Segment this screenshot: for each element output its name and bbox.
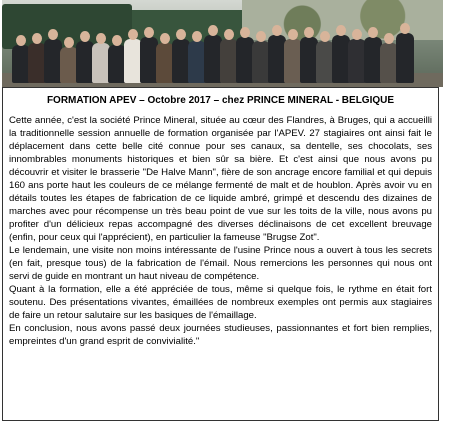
article-paragraph: Cette année, c'est la société Prince Mineral, située au cœur des Flandres, à Bruges, qui a accueilli la traditionnelle session annuelle de formation organisée par l'APEV. 27 stagiaires ont ainsi fait le déplacement dans cette belle cité connue pour ses canaux, sa dentelle, ses chocolats, ses innombrables monuments historiques et bien sûr sa bière. Et c'est ainsi que nous avons pu découvrir et visiter le brasserie "De Halve Mann", fière de son ancrage encore familial et qui depuis 160 ans porte haut les couleurs de ce mélange fermenté de malt et de houblon. Après avoir vu en détails toutes les étapes de fabrication de ce liquide ambré, grimpé et descendu des dizaines de marches avec pour récompense un très beau point de vue sur les toits de la ville, nous avons pu profiter d'un délicieux repas accompagné des diverses déclinaisons de cet excellent breuvage (enfin, pour ceux qui l'apprécient), en particulier la fameuse "Brugse Zot". (9, 115, 432, 243)
article-title: FORMATION APEV – Octobre 2017 – chez PRINCE MINERAL - BELGIQUE (46, 95, 395, 106)
group-photo (2, 0, 443, 87)
photo-person (396, 33, 414, 83)
article-paragraph: Le lendemain, une visite non moins intéressante de l'usine Prince nous a ouvert à tous les secrets (en fait, presque tous) de la fabrication de l'émail. Nous remercions les personnes qui nous ont servi de guide en montrant un haut niveau de compétence. (9, 245, 432, 282)
article-frame (2, 87, 439, 421)
article-body (9, 114, 432, 348)
article-paragraph: En conclusion, nous avons passé deux journées studieuses, passionnantes et fort bien remplies, empreintes d'un grand esprit de convivialité." (9, 323, 432, 347)
article-paragraph: Quant à la formation, elle a été appréciée de tous, même si quelque fois, le rythme en était fort soutenu. Des présentations vivantes, émaillées de nombreux exemples ont permis aux stagiaires de faire un retour salutaire sur les basiques de l'émaillage. (9, 284, 432, 321)
